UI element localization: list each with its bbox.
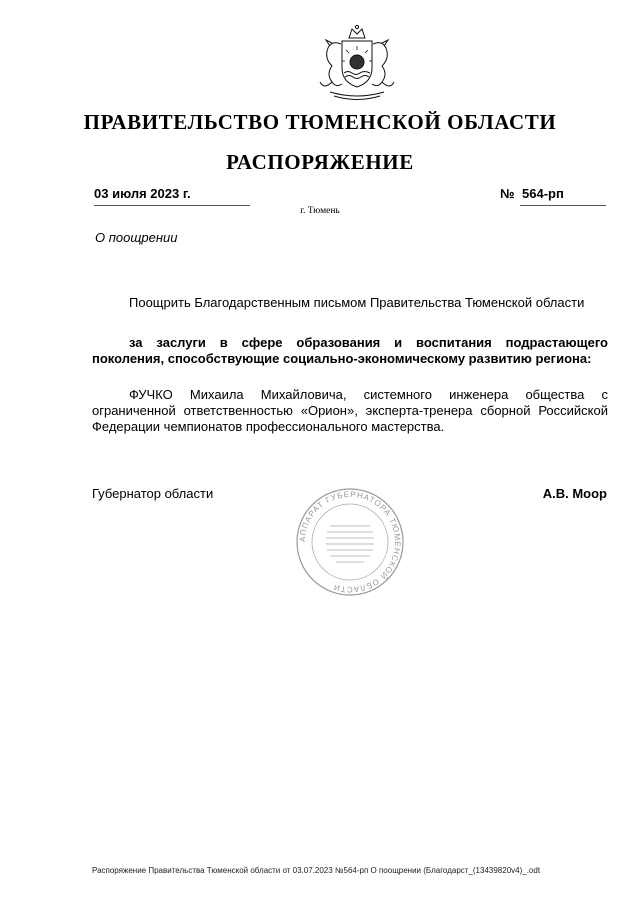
document-date: 03 июля 2023 г. xyxy=(94,186,250,206)
footer-file-reference: Распоряжение Правительства Тюменской области от 03.07.2023 №564-рп О поощрении (Благодарст_(13439820v4)_.odt xyxy=(92,866,541,875)
coat-of-arms-icon xyxy=(312,24,402,104)
body-paragraph-2: за заслуги в сфере образования и воспитания подрастающего поколения, способствующие социально-экономическому развитию региона: xyxy=(92,335,608,366)
stamp-ring-text: АППАРАТ ГУБЕРНАТОРА ТЮМЕНСКОЙ ОБЛАСТИ xyxy=(297,489,403,595)
document-type-title: РАСПОРЯЖЕНИЕ xyxy=(226,150,414,174)
official-stamp-icon xyxy=(294,486,406,598)
signer-title: Губернатор области xyxy=(92,486,214,501)
city-label: г. Тюмень xyxy=(300,206,340,216)
body-paragraph-3: ФУЧКО Михаила Михайловича, системного инженера общества с ограниченной ответственностью «Орион», эксперта-тренера сборной Российской Федерации чемпионатов профессионального мастерства. xyxy=(92,387,608,434)
document-subject: О поощрении xyxy=(95,230,178,245)
document-number: 564-рп xyxy=(520,186,606,206)
number-sign: № xyxy=(500,186,515,201)
signer-name: А.В. Моор xyxy=(542,486,607,501)
svg-text:АППАРАТ ГУБЕРНАТОРА ТЮМЕНСКОЙ xyxy=(298,490,402,594)
body-paragraph-1: Поощрить Благодарственным письмом Правительства Тюменской области xyxy=(129,295,585,310)
organization-title: ПРАВИТЕЛЬСТВО ТЮМЕНСКОЙ ОБЛАСТИ xyxy=(83,110,557,134)
document-number-field xyxy=(500,186,604,205)
